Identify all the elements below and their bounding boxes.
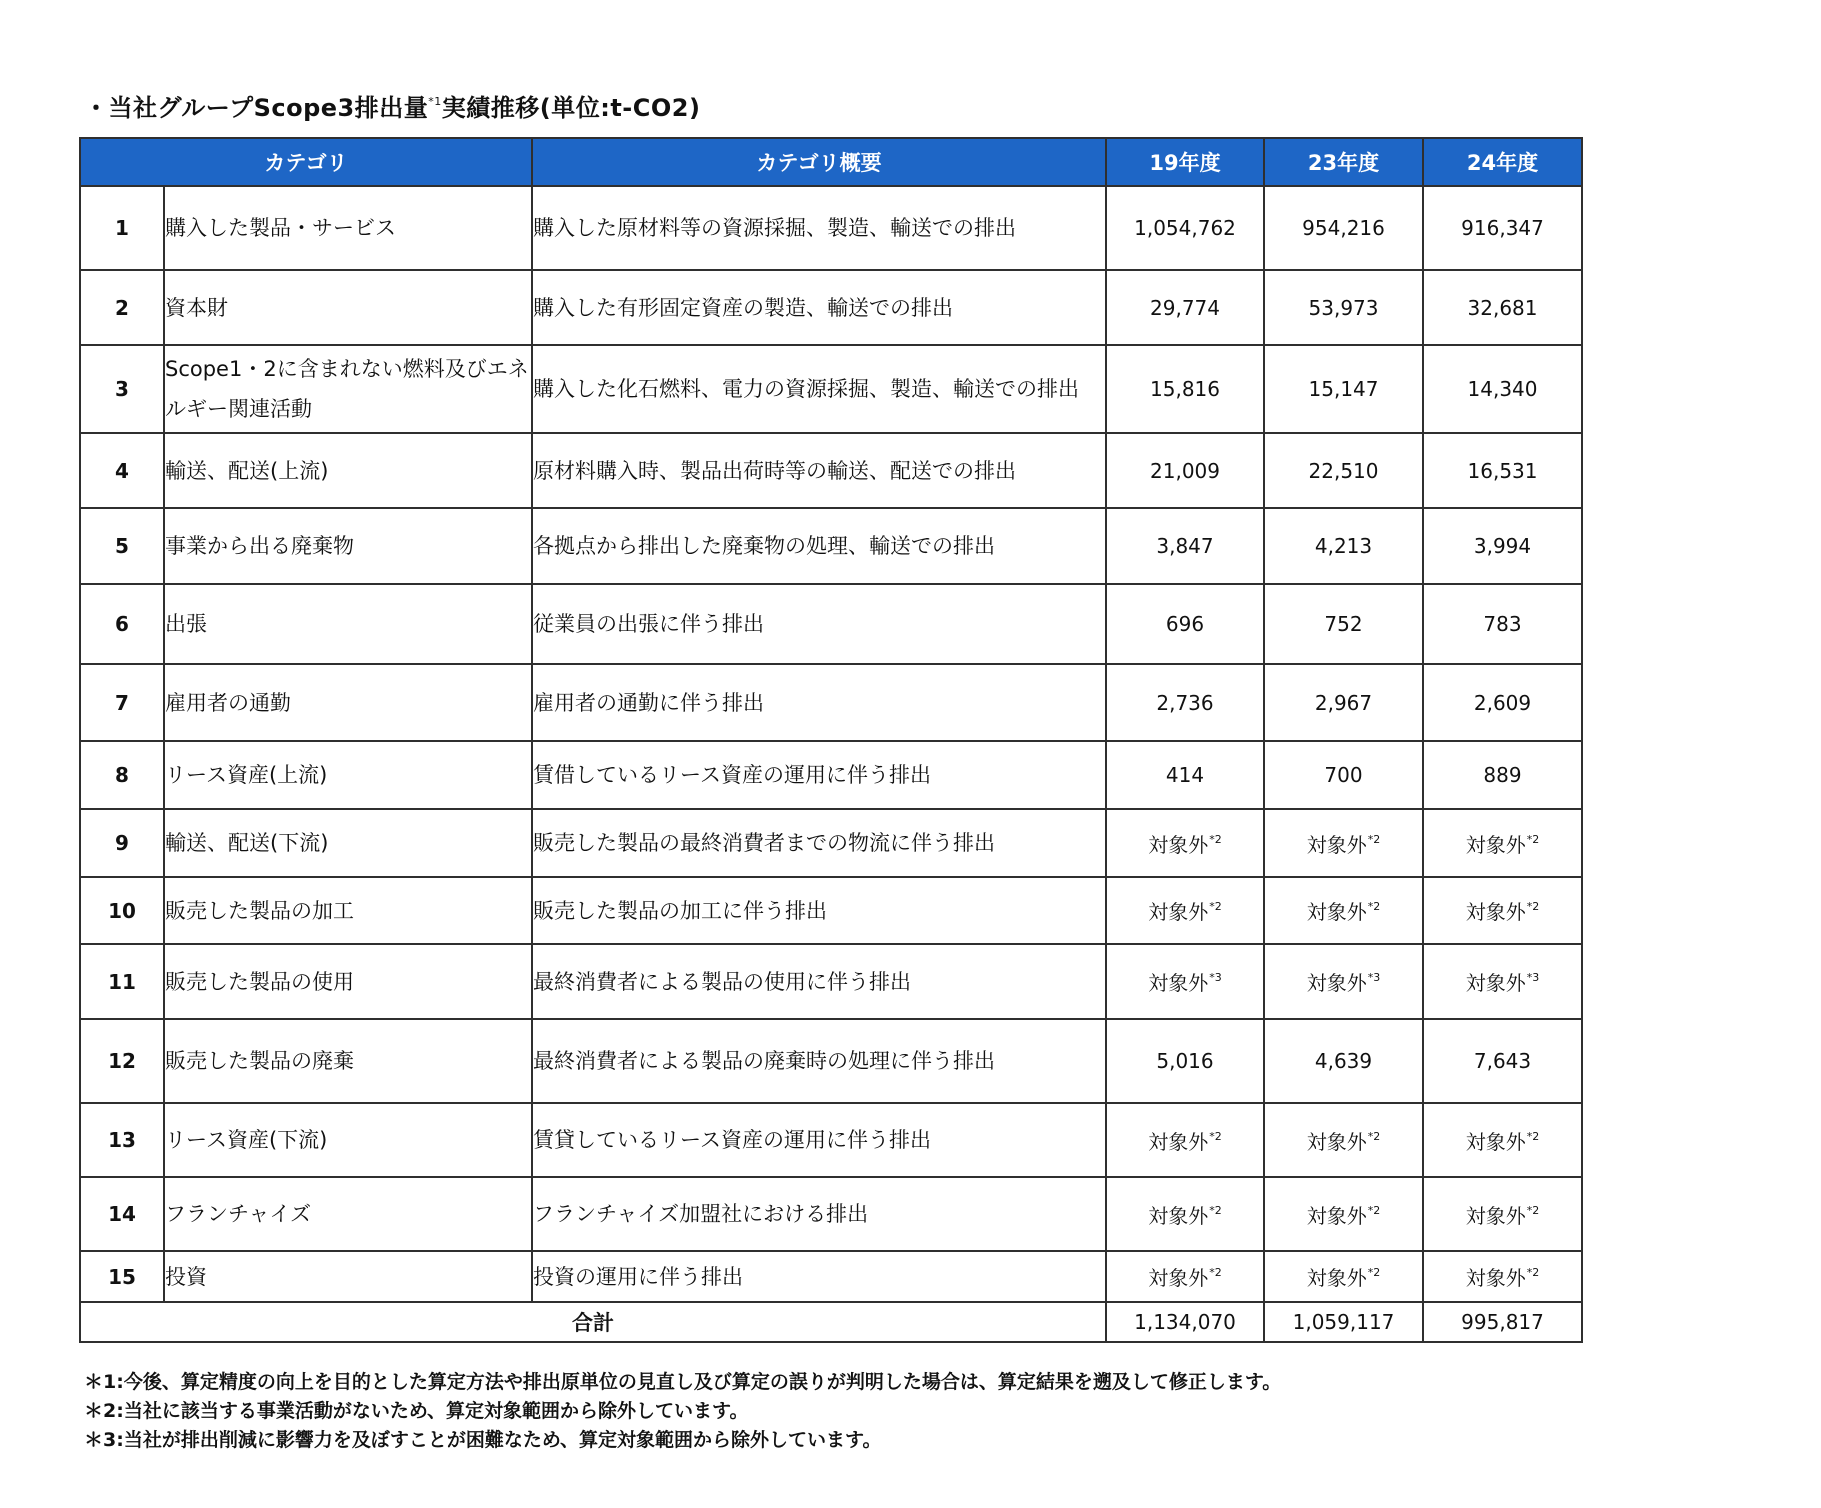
category-description: 購入した化石燃料、電力の資源採掘、製造、輸送での排出	[532, 345, 1106, 433]
value-text: 対象外	[1465, 1203, 1526, 1228]
value-text: 21,009	[1150, 458, 1220, 483]
category-name: 販売した製品の加工	[164, 877, 532, 944]
value-text: 対象外	[1148, 832, 1209, 857]
total-row	[80, 1302, 1582, 1342]
value-text: 3,994	[1473, 534, 1532, 558]
category-number: 8	[80, 741, 164, 809]
value-fy19	[1106, 809, 1264, 877]
category-description: 販売した製品の加工に伴う排出	[532, 877, 1106, 944]
value-text: 対象外	[1306, 1129, 1367, 1154]
value-fy23	[1264, 877, 1423, 944]
category-name: 販売した製品の廃棄	[164, 1019, 532, 1103]
table-row	[80, 1251, 1582, 1302]
header-category: カテゴリ	[80, 138, 532, 186]
category-name: リース資産(上流)	[164, 741, 532, 809]
table-row	[80, 1019, 1582, 1103]
value-text: 4,639	[1314, 1049, 1373, 1073]
header-overview: カテゴリ概要	[532, 138, 1106, 186]
footnote-mark: *2	[1367, 1203, 1381, 1217]
value-fy24	[1423, 741, 1582, 809]
category-number: 1	[80, 186, 164, 270]
value-fy19	[1106, 944, 1264, 1019]
category-description: 投資の運用に伴う排出	[532, 1251, 1106, 1302]
value-text: 対象外	[1465, 832, 1526, 857]
value-text: 954,216	[1302, 216, 1385, 240]
category-description: 購入した原材料等の資源採掘、製造、輸送での排出	[532, 186, 1106, 270]
value-text: 対象外	[1306, 900, 1367, 924]
footnote-mark: *2	[1526, 900, 1540, 913]
category-description: 最終消費者による製品の使用に伴う排出	[532, 944, 1106, 1019]
table-row	[80, 1103, 1582, 1177]
header-fy23: 23年度	[1264, 138, 1423, 186]
value-text: 対象外	[1148, 1203, 1209, 1228]
category-name: 出張	[164, 584, 532, 664]
category-number: 6	[80, 584, 164, 664]
value-fy19	[1106, 270, 1264, 345]
category-description: 販売した製品の最終消費者までの物流に伴う排出	[532, 809, 1106, 877]
value-fy19	[1106, 877, 1264, 944]
value-fy19	[1106, 1177, 1264, 1251]
value-fy23	[1264, 1103, 1423, 1177]
footnote-mark: *2	[1367, 900, 1381, 913]
footnote-mark: *2	[1367, 832, 1381, 846]
category-description: 雇用者の通勤に伴う排出	[532, 664, 1106, 741]
page-title	[84, 88, 700, 123]
category-number: 15	[80, 1251, 164, 1302]
value-text: 対象外	[1465, 900, 1526, 924]
value-text: 4,213	[1314, 534, 1373, 558]
header-fy19: 19年度	[1106, 138, 1264, 186]
value-fy24	[1423, 345, 1582, 433]
footnote-mark: *2	[1526, 832, 1540, 846]
category-description: 各拠点から排出した廃棄物の処理、輸送での排出	[532, 508, 1106, 584]
value-text: 対象外	[1306, 1266, 1367, 1290]
footnote-mark: *2	[1367, 1129, 1381, 1143]
value-fy19	[1106, 508, 1264, 584]
value-text: 414	[1165, 763, 1205, 787]
value-text: 752	[1324, 612, 1363, 636]
category-number: 4	[80, 433, 164, 508]
value-text: 22,510	[1308, 458, 1379, 483]
table-header-row	[80, 138, 1582, 186]
table-row	[80, 270, 1582, 345]
value-text: 対象外	[1148, 1129, 1209, 1154]
value-fy24	[1423, 584, 1582, 664]
value-fy19	[1106, 584, 1264, 664]
category-description: 従業員の出張に伴う排出	[532, 584, 1106, 664]
category-number: 3	[80, 345, 164, 433]
category-number: 13	[80, 1103, 164, 1177]
category-number: 5	[80, 508, 164, 584]
total-fy23: 1,059,117	[1264, 1302, 1423, 1342]
value-fy23	[1264, 433, 1423, 508]
value-fy24	[1423, 1177, 1582, 1251]
value-text: 対象外	[1465, 1266, 1526, 1290]
footnote-mark: *2	[1526, 1203, 1540, 1217]
value-fy24	[1423, 1251, 1582, 1302]
value-fy24	[1423, 1019, 1582, 1103]
value-fy23	[1264, 186, 1423, 270]
footnote-mark: *2	[1209, 1129, 1222, 1143]
footnote-mark: *3	[1367, 971, 1381, 984]
table-row	[80, 186, 1582, 270]
value-fy23	[1264, 1019, 1423, 1103]
value-text: 696	[1165, 612, 1205, 636]
footnote-mark: *2	[1526, 1129, 1540, 1143]
header-fy24: 24年度	[1423, 138, 1582, 186]
category-name: 販売した製品の使用	[164, 944, 532, 1019]
footnote-mark: *3	[1526, 971, 1540, 984]
table-row	[80, 1177, 1582, 1251]
value-text: 2,736	[1156, 690, 1214, 715]
table-row	[80, 508, 1582, 584]
value-text: 53,973	[1308, 295, 1379, 320]
table-row	[80, 877, 1582, 944]
value-text: 700	[1324, 763, 1363, 787]
category-name: フランチャイズ	[164, 1177, 532, 1251]
footnotes	[84, 1368, 1281, 1455]
category-name: 資本財	[164, 270, 532, 345]
footnote-mark: *2	[1209, 832, 1222, 846]
category-name: 輸送、配送(上流)	[164, 433, 532, 508]
category-name: 購入した製品・サービス	[164, 186, 532, 270]
value-fy23	[1264, 345, 1423, 433]
category-name: 投資	[164, 1251, 532, 1302]
value-fy19	[1106, 345, 1264, 433]
value-fy23	[1264, 944, 1423, 1019]
value-fy19	[1106, 1103, 1264, 1177]
category-description: 最終消費者による製品の廃棄時の処理に伴う排出	[532, 1019, 1106, 1103]
table-row	[80, 345, 1582, 433]
value-text: 916,347	[1461, 216, 1544, 240]
category-number: 2	[80, 270, 164, 345]
footnote-mark: *2	[1367, 1266, 1381, 1279]
value-fy24	[1423, 433, 1582, 508]
value-text: 29,774	[1150, 295, 1220, 320]
table-row	[80, 809, 1582, 877]
footnote-1: ＊1:今後、算定精度の向上を目的とした算定方法や排出原単位の見直し及び算定の誤りが判明した場合は、算定結果を遡及して修正します。	[84, 1371, 1282, 1393]
value-fy24	[1423, 508, 1582, 584]
category-name: 雇用者の通勤	[164, 664, 532, 741]
footnote-mark: *2	[1209, 1266, 1222, 1279]
total-fy19: 1,134,070	[1106, 1302, 1264, 1342]
category-number: 10	[80, 877, 164, 944]
category-description: フランチャイズ加盟社における排出	[532, 1177, 1106, 1251]
footnote-mark: *3	[1209, 971, 1222, 984]
title-footnote-mark: *1	[428, 95, 442, 108]
value-fy24	[1423, 270, 1582, 345]
value-fy23	[1264, 809, 1423, 877]
category-number: 14	[80, 1177, 164, 1251]
value-text: 対象外	[1306, 1203, 1367, 1228]
value-fy24	[1423, 877, 1582, 944]
value-fy19	[1106, 741, 1264, 809]
value-text: 889	[1483, 763, 1522, 787]
value-text: 14,340	[1467, 377, 1538, 401]
table-row	[80, 741, 1582, 809]
category-number: 12	[80, 1019, 164, 1103]
value-text: 7,643	[1473, 1049, 1532, 1073]
footnote-2: ＊2:当社に該当する事業活動がないため、算定対象範囲から除外しています。	[84, 1400, 749, 1422]
value-fy19	[1106, 433, 1264, 508]
value-text: 2,609	[1473, 690, 1532, 715]
category-name: Scope1・2に含まれない燃料及びエネルギー関連活動	[164, 345, 532, 433]
value-text: 対象外	[1148, 1266, 1209, 1290]
value-text: 783	[1483, 612, 1522, 636]
value-fy19	[1106, 664, 1264, 741]
category-name: 事業から出る廃棄物	[164, 508, 532, 584]
value-text: 2,967	[1314, 690, 1373, 715]
table-row	[80, 433, 1582, 508]
footnote-mark: *2	[1209, 1203, 1222, 1217]
value-text: 32,681	[1467, 295, 1538, 320]
value-fy23	[1264, 270, 1423, 345]
category-description: 賃貸しているリース資産の運用に伴う排出	[532, 1103, 1106, 1177]
category-name: リース資産(下流)	[164, 1103, 532, 1177]
value-fy24	[1423, 809, 1582, 877]
value-fy23	[1264, 741, 1423, 809]
value-text: 対象外	[1148, 900, 1209, 924]
total-fy24: 995,817	[1423, 1302, 1582, 1342]
value-text: 対象外	[1148, 971, 1209, 995]
value-text: 16,531	[1467, 458, 1538, 483]
value-fy23	[1264, 584, 1423, 664]
value-text: 対象外	[1306, 971, 1367, 995]
category-description: 賃借しているリース資産の運用に伴う排出	[532, 741, 1106, 809]
title-prefix: ・当社グループScope3排出量	[84, 94, 429, 122]
category-number: 9	[80, 809, 164, 877]
value-fy19	[1106, 186, 1264, 270]
category-description: 原材料購入時、製品出荷時等の輸送、配送での排出	[532, 433, 1106, 508]
category-name: 輸送、配送(下流)	[164, 809, 532, 877]
value-fy19	[1106, 1251, 1264, 1302]
footnote-3: ＊3:当社が排出削減に影響力を及ぼすことが困難なため、算定対象範囲から除外しています。	[84, 1429, 882, 1451]
value-fy24	[1423, 186, 1582, 270]
value-text: 対象外	[1465, 1129, 1526, 1154]
value-text: 5,016	[1156, 1049, 1214, 1073]
footnote-mark: *2	[1526, 1266, 1540, 1279]
value-fy19	[1106, 1019, 1264, 1103]
value-fy23	[1264, 1177, 1423, 1251]
table-row	[80, 584, 1582, 664]
value-fy24	[1423, 944, 1582, 1019]
category-number: 7	[80, 664, 164, 741]
table-row	[80, 664, 1582, 741]
value-fy24	[1423, 1103, 1582, 1177]
value-text: 対象外	[1465, 971, 1526, 995]
value-text: 対象外	[1306, 832, 1367, 857]
total-label: 合計	[80, 1302, 1106, 1342]
value-text: 3,847	[1156, 534, 1214, 558]
value-fy24	[1423, 664, 1582, 741]
category-number: 11	[80, 944, 164, 1019]
value-fy23	[1264, 508, 1423, 584]
scope3-emissions-table	[79, 137, 1583, 1343]
value-text: 1,054,762	[1134, 216, 1236, 240]
value-fy23	[1264, 664, 1423, 741]
value-text: 15,147	[1308, 377, 1379, 401]
title-suffix: 実績推移(単位:t-CO2)	[441, 94, 701, 122]
footnote-mark: *2	[1209, 900, 1222, 913]
table-body	[80, 186, 1582, 1342]
table-row	[80, 944, 1582, 1019]
value-fy23	[1264, 1251, 1423, 1302]
category-description: 購入した有形固定資産の製造、輸送での排出	[532, 270, 1106, 345]
value-text: 15,816	[1150, 377, 1220, 401]
